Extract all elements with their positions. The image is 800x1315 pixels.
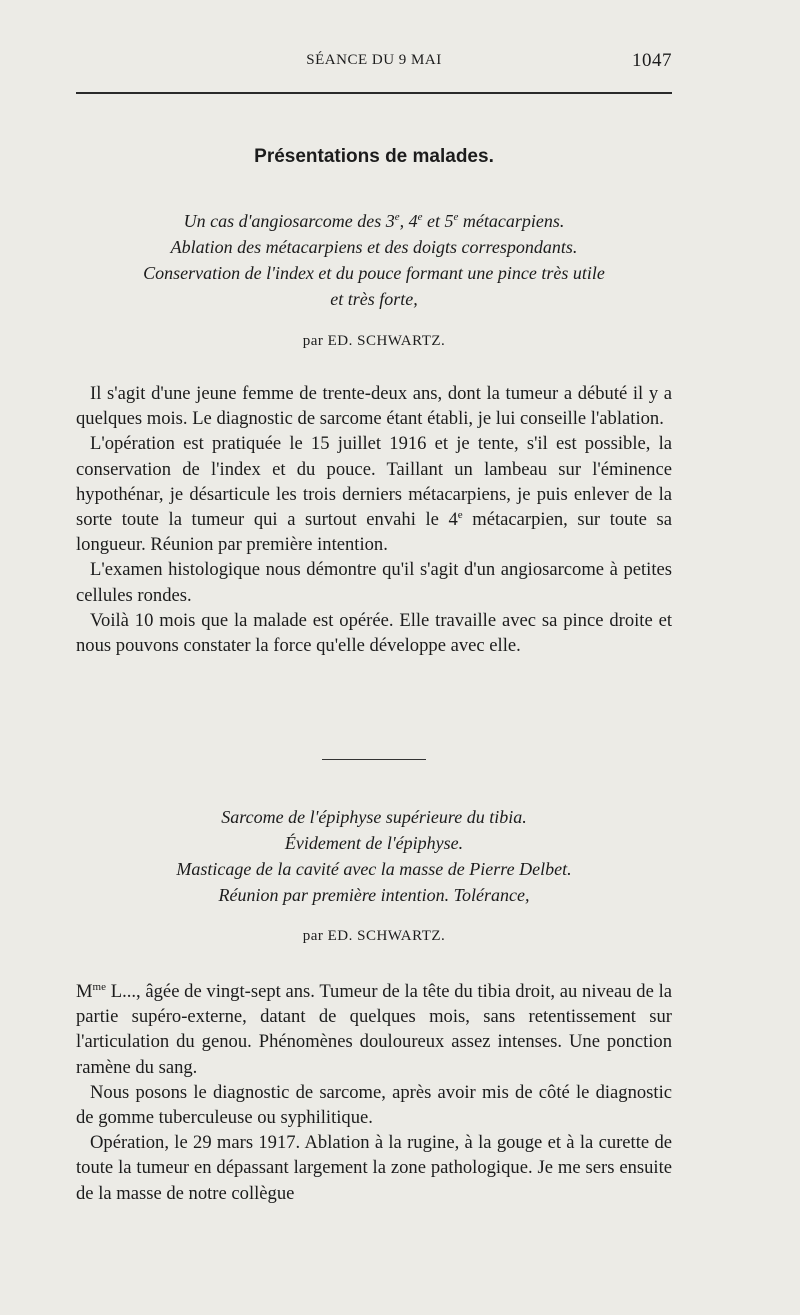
article2-paragraph: Opération, le 29 mars 1917. Ablation à la rugine, à la gouge et à la curette de toute la tumeur en dépassant largement la zone pathologique. Je me sers ensuite de la masse de notre collègue: [76, 1132, 672, 1204]
article2-byline: par ED. SCHWARTZ.: [302, 928, 446, 944]
article2-body: [76, 979, 672, 1206]
article2-title-line: Masticage de la cavité avec la masse de Pierre Delbet.: [176, 859, 572, 879]
article2-title: [76, 804, 672, 908]
header-rule: [76, 92, 672, 94]
article2-paragraph: Nous posons le diagnostic de sarcome, après avoir mis de côté le diagnostic de gomme tuberculeuse ou syphilitique.: [76, 1081, 672, 1129]
article1-title-line: et très forte,: [330, 289, 418, 309]
article1-title: [76, 208, 672, 312]
page-number: 1047: [632, 50, 672, 71]
article2-title-line: Évidement de l'épiphyse.: [284, 833, 464, 853]
article1-title-line: Un cas d'angiosarcome des 3e, 4e et 5e métacarpiens.: [183, 211, 565, 231]
article2-title-line: Réunion par première intention. Tolérance,: [218, 885, 530, 905]
article1-paragraph: L'examen histologique nous démontre qu'il s'agit d'un angiosarcome à petites cellules rondes.: [76, 559, 672, 606]
article1-byline: par ED. SCHWARTZ.: [302, 333, 446, 349]
article1-paragraph: Il s'agit d'une jeune femme de trente-deux ans, dont la tumeur a débuté il y a quelques mois. Le diagnostic de sarcome étant établi, je lui conseille l'ablation.: [76, 383, 672, 430]
running-head: [76, 50, 672, 76]
article1-paragraph: Voilà 10 mois que la malade est opérée. Elle travaille avec sa pince droite et nous pouvons constater la force qu'elle développe avec elle.: [76, 609, 672, 657]
section-separator: [322, 759, 426, 760]
article2-paragraph: $M^{me}$ L..., âgée de vingt-sept ans. Tumeur de la tête du tibia droit, au niveau de la partie supéro-externe, datant de quelques mois, sans retentissement sur l'articulation du genou. Phénomènes douloureux assez intenses. Une ponction ramène du sang.: [76, 980, 672, 1078]
article2-title-line: Sarcome de l'épiphyse supérieure du tibia.: [221, 807, 527, 827]
article1-body: [76, 381, 672, 658]
running-title: SÉANCE DU 9 MAI: [306, 52, 442, 68]
section-heading: Présentations de malades.: [254, 146, 494, 167]
article1-paragraph: L'opération est pratiquée le 15 juillet 1916 et je tente, s'il est possible, la conservation de l'index et du pouce. Taillant un lambeau sur l'éminence hypothénar, je désarticule les trois derniers métacarpiens, je puis enlever de la sorte toute la tumeur qui a surtout envahi le 4e métacarpien, sur toute sa longueur. Réunion par première intention.: [76, 433, 672, 556]
article1-title-line: Ablation des métacarpiens et des doigts correspondants.: [170, 237, 578, 257]
article1-title-line: Conservation de l'index et du pouce formant une pince très utile: [143, 263, 605, 283]
